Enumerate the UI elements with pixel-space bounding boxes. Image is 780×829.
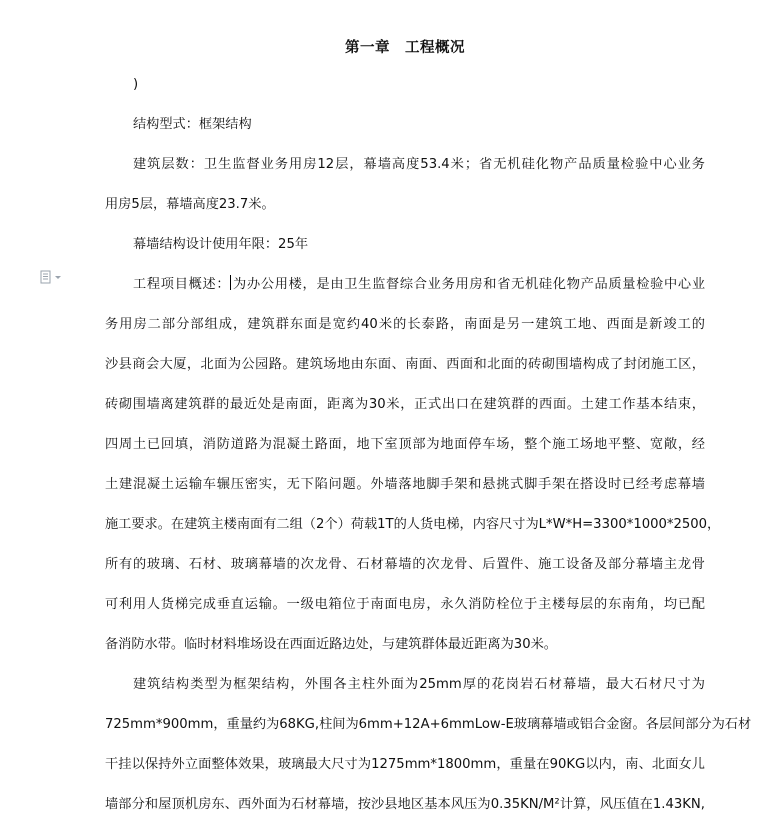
text-line: 施工要求。在建筑主楼南面有二组（2个）荷载1T的人货电梯，内容尺寸为L*W*H=3300*1000*2500，: [105, 517, 721, 532]
text-line: 干挂以保持外立面整体效果，玻璃最大尺寸为1275mm*1800mm，重量在90KG以内，南、北面女儿: [105, 757, 705, 772]
text-line: 幕墙结构设计使用年限：25年: [133, 237, 309, 252]
text-line: ): [133, 77, 139, 92]
text-line: 工程项目概述： 为办公用楼，是由卫生监督综合业务用房和省无机硅化物产品质量检验中心业: [133, 277, 706, 292]
chapter-title: 第一章 工程概况: [345, 40, 465, 56]
text-line: 土建混凝土运输车辗压密实，无下陷问题。外墙落地脚手架和悬挑式脚手架在搭设时已经考虑幕墙: [105, 477, 705, 492]
text-line: 可利用人货梯完成垂直运输。一级电箱位于南面电房，永久消防栓位于主楼每层的东南角，均已配: [105, 597, 705, 612]
text-line: 建筑层数：卫生监督业务用房12层，幕墙高度53.4米；省无机硅化物产品质量检验中心业务: [133, 157, 705, 172]
paragraph-options-icon[interactable]: [40, 269, 64, 283]
text-line: 沙县商会大厦，北面为公园路。建筑场地由东面、南面、西面和北面的砖砌围墙构成了封闭施工区，: [105, 357, 705, 372]
text-line: 砖砌围墙离建筑群的最近处是南面，距离为30米，正式出口在建筑群的西面。土建工作基本结束，: [105, 397, 705, 412]
field-label: 工程项目概述：: [133, 277, 231, 292]
text-line: 墙部分和屋顶机房东、西外面为石材幕墙，按沙县地区基本风压为0.35KN/M²计算，风压值在1.43KN,: [105, 797, 705, 812]
text-line: 725mm*900mm，重量约为68KG,柱间为6mm+12A+6mmLow-E玻璃幕墙或铝合金窗。各层间部分为石材: [105, 717, 752, 732]
text-line: 所有的玻璃、石材、玻璃幕墙的次龙骨、石材幕墙的次龙骨、后置件、施工设备及部分幕墙主龙骨: [105, 557, 705, 572]
text-line: 用房5层，幕墙高度23.7米。: [105, 197, 275, 212]
text-line: 建筑结构类型为框架结构，外围各主柱外面为25mm厚的花岗岩石材幕墙，最大石材尺寸为: [133, 677, 705, 692]
text-line: 结构型式：框架结构: [133, 117, 252, 132]
text-line: 备消防水带。临时材料堆场设在西面近路边处，与建筑群体最近距离为30米。: [105, 637, 557, 652]
text-line: 务用房二部分部组成，建筑群东面是宽约40米的长泰路，南面是另一建筑工地、西面是新竣工的: [105, 317, 705, 332]
text-line: 四周土已回填，消防道路为混凝土路面，地下室顶部为地面停车场，整个施工场地平整、宽敞，经: [105, 437, 705, 452]
